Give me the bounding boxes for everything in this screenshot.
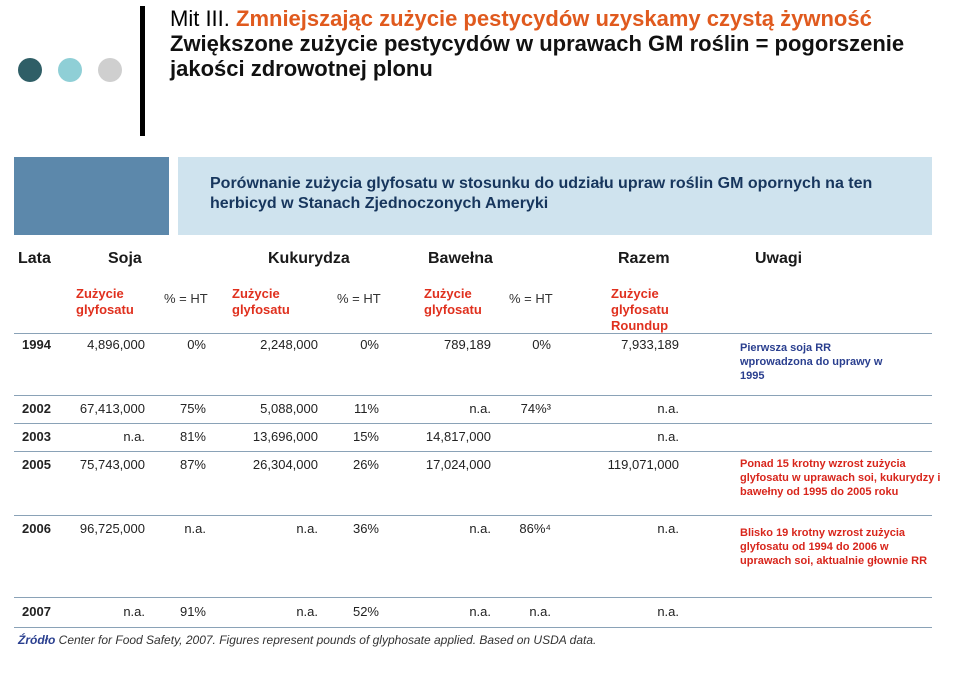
slide-heading xyxy=(170,6,950,81)
dot-light-teal xyxy=(58,58,82,82)
table-banner xyxy=(178,157,932,235)
cell-soy-ht: 91% xyxy=(179,604,206,619)
cell-cotton-ht: n.a. xyxy=(529,604,551,619)
cell-corn: n.a. xyxy=(296,521,318,536)
subheader-soy-pct: % = HT xyxy=(164,291,208,306)
vertical-divider xyxy=(140,6,145,136)
cell-cotton: 17,024,000 xyxy=(425,457,491,472)
cell-total: 119,071,000 xyxy=(607,457,679,472)
heading-title: Zmniejszając zużycie pestycydów uzyskamy czystą żywność xyxy=(236,6,872,31)
header-razem: Razem xyxy=(618,250,670,267)
cell-total: 7,933,189 xyxy=(621,337,679,352)
cell-corn: 26,304,000 xyxy=(252,457,318,472)
cell-soy: 96,725,000 xyxy=(79,521,145,536)
header-bawelna: Bawełna xyxy=(428,250,493,267)
cell-soy: n.a. xyxy=(123,429,145,444)
cell-cotton: n.a. xyxy=(469,604,491,619)
subheader-corn-pct: % = HT xyxy=(337,291,381,306)
cell-soy-ht: 87% xyxy=(179,457,206,472)
row-divider xyxy=(14,451,932,452)
cell-soy-ht: 0% xyxy=(187,337,206,352)
cell-corn-ht: 0% xyxy=(360,337,379,352)
header-kukurydza: Kukurydza xyxy=(268,250,350,267)
cell-soy: n.a. xyxy=(123,604,145,619)
cell-corn-ht: 11% xyxy=(353,401,379,416)
cell-cotton: n.a. xyxy=(469,521,491,536)
row-year: 2007 xyxy=(22,604,51,619)
source-text: Center for Food Safety, 2007. Figures represent pounds of glyphosate applied. Based on USDA data. xyxy=(58,633,597,647)
cell-cotton-ht: 86%⁴ xyxy=(519,521,551,536)
cell-total: n.a. xyxy=(657,604,679,619)
subheader-soy-usage: Zużycie glyfosatu xyxy=(76,286,134,317)
cell-corn: 2,248,000 xyxy=(260,337,318,352)
cell-soy-ht: 75% xyxy=(179,401,206,416)
note-2006: Blisko 19 krotny wzrost zużycia glyfosatu od 1994 do 2006 w uprawach soi, aktualnie głownie RR xyxy=(740,527,928,567)
dot-dark xyxy=(18,58,42,82)
cell-soy: 75,743,000 xyxy=(79,457,145,472)
cell-corn: 5,088,000 xyxy=(260,401,318,416)
row-divider xyxy=(14,515,932,516)
heading-prefix: Mit III. xyxy=(170,6,236,31)
row-year: 2006 xyxy=(22,521,51,536)
dot-gray xyxy=(98,58,122,82)
row-year: 2003 xyxy=(22,429,51,444)
row-divider xyxy=(14,395,932,396)
header-lata: Lata xyxy=(18,250,51,267)
note-2005: Ponad 15 krotny wzrost zużycia glyfosatu w uprawach soi, kukurydzy i bawełny od 1995 do 2005 roku xyxy=(740,458,941,498)
cell-total: n.a. xyxy=(657,401,679,416)
cell-soy-ht: n.a. xyxy=(184,521,206,536)
cell-cotton: n.a. xyxy=(469,401,491,416)
cell-corn-ht: 52% xyxy=(352,604,379,619)
source-label: Źródło xyxy=(18,633,56,647)
heading-subtitle: Zwiększone zużycie pestycydów w uprawach GM roślin = pogorszenie jakości zdrowotnej plonu xyxy=(170,31,905,81)
note-1994: Pierwsza soja RR wprowadzona do uprawy w 1995 xyxy=(740,342,883,382)
banner-title: Porównanie zużycia glyfosatu w stosunku do udziału upraw roślin GM opornych na ten herbicyd w Stanach Zjednoczonych Ameryki xyxy=(210,175,873,212)
cell-corn: 13,696,000 xyxy=(252,429,318,444)
cell-cotton: 789,189 xyxy=(444,337,491,352)
row-year: 2005 xyxy=(22,457,51,472)
cell-total: n.a. xyxy=(657,429,679,444)
row-year: 2002 xyxy=(22,401,51,416)
row-divider xyxy=(14,333,932,334)
cell-corn-ht: 15% xyxy=(352,429,379,444)
cell-cotton-ht: 0% xyxy=(532,337,551,352)
cell-corn-ht: 26% xyxy=(352,457,379,472)
row-divider xyxy=(14,597,932,598)
subheader-corn-usage: Zużycie glyfosatu xyxy=(232,286,290,317)
header-soja: Soja xyxy=(108,250,142,267)
cell-total: n.a. xyxy=(657,521,679,536)
cell-soy-ht: 81% xyxy=(179,429,206,444)
cell-corn-ht: 36% xyxy=(352,521,379,536)
subheader-cotton-pct: % = HT xyxy=(509,291,553,306)
row-divider xyxy=(14,627,932,628)
cell-soy: 67,413,000 xyxy=(79,401,145,416)
cell-soy: 4,896,000 xyxy=(87,337,145,352)
source-line xyxy=(18,633,596,647)
cell-corn: n.a. xyxy=(296,604,318,619)
subheader-cotton-usage: Zużycie glyfosatu xyxy=(424,286,482,317)
banner-accent xyxy=(14,157,169,235)
cell-cotton-ht: 74%³ xyxy=(520,401,551,416)
subheader-total-usage: Zużycie glyfosatu Roundup xyxy=(611,286,669,333)
row-divider xyxy=(14,423,932,424)
row-year: 1994 xyxy=(22,337,51,352)
header-uwagi: Uwagi xyxy=(755,250,803,267)
cell-cotton: 14,817,000 xyxy=(425,429,491,444)
